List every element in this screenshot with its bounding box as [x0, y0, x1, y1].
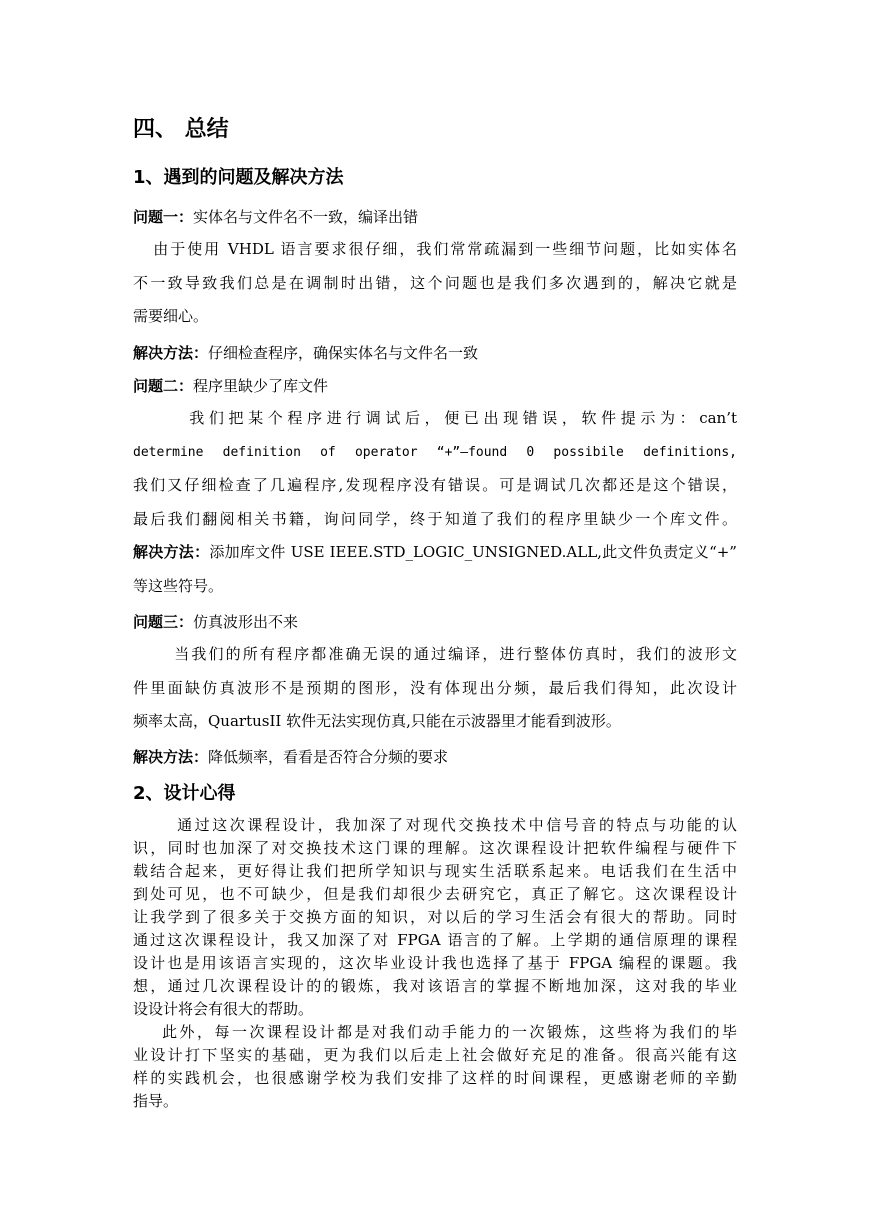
solution-2	[133, 536, 737, 603]
paragraph-line: 最后我们翻阅相关书籍，询问同学，终于知道了我们的程序里缺少一个库文件。	[133, 509, 737, 528]
reflection-paragraph-1	[133, 814, 737, 1021]
solution-2-text: 添加库文件 USE IEEE.STD_LOGIC_UNSIGNED.ALL,此文件负责定义“+”	[209, 543, 737, 561]
paragraph-line: 此外，每一次课程设计都是对我们动手能力的一次锻炼，这些将为我们的毕	[133, 1023, 737, 1041]
paragraph-line: 设计也是用该语言实现的，这次毕业设计我也选择了基于 FPGA 编程的课题。我	[133, 954, 737, 972]
paragraph-line: 载结合起来，更好得让我们把所学知识与现实生活联系起来。电话我们在生活中	[133, 862, 737, 880]
paragraph-line: 指导。	[133, 1092, 179, 1110]
problem-3-text: 仿真波形出不来	[193, 613, 299, 631]
paragraph-line: 通过这次课程设计，我又加深了对 FPGA 语言的了解。上学期的通信原理的课程	[133, 931, 737, 949]
solution-1-text: 仔细检查程序，确保实体名与文件名一致	[208, 344, 479, 362]
problem-2-paragraph	[133, 402, 737, 536]
section-title: 四、 总结	[133, 117, 229, 142]
paragraph-line: 频率太高，QuartusII 软件无法实现仿真,只能在示波器里才能看到波形。	[133, 712, 621, 730]
paragraph-line: 需要细心。	[133, 307, 209, 325]
paragraph-line: 不一致导致我们总是在调制时出错，这个问题也是我们多次遇到的，解决它就是	[133, 273, 737, 292]
paragraph-line: 到处可见，也不可缺少，但是我们却很少去研究它，真正了解它。这次课程设计	[133, 885, 737, 903]
paragraph-line: 我们把某个程序进行调试后，便已出现错误，软件提示为：can’t	[133, 409, 737, 427]
reflection-paragraph-2	[133, 1021, 737, 1113]
problem-3-label: 问题三：	[133, 613, 194, 631]
problem-1-text: 实体名与文件名不一致，编译出错	[193, 208, 419, 226]
paragraph-line: 想，通过几次课程设计的的锻炼，我对该语言的掌握不断地加深，这对我的毕业	[133, 977, 737, 995]
paragraph-line: 通过这次课程设计，我加深了对现代交换技术中信号音的特点与功能的认	[133, 816, 737, 834]
paragraph-line: 设设计将会有很大的帮助。	[133, 1000, 314, 1018]
solution-1	[133, 342, 478, 363]
paragraph-line: 让我学到了很多关于交换方面的知识，对以后的学习生活会有很大的帮助。同时	[133, 908, 737, 926]
paragraph-line: 样的实践机会，也很感谢学校为我们安排了这样的时间课程，更感谢老师的辛勤	[133, 1069, 737, 1087]
solution-3-text: 降低频率，看看是否符合分频的要求	[208, 748, 449, 766]
problem-2	[133, 375, 328, 396]
problem-1-paragraph	[133, 233, 737, 334]
subsection-title-problems: 1、遇到的问题及解决方法	[133, 167, 344, 188]
solution-3-label: 解决方法：	[133, 748, 209, 766]
paragraph-line: 件里面缺仿真波形不是预期的图形，没有体现出分频，最后我们得知，此次设计	[133, 678, 737, 697]
solution-2-line	[133, 536, 737, 570]
paragraph-line: 我们又仔细检查了几遍程序,发现程序没有错误。可是调试几次都还是这个错误，	[133, 476, 737, 494]
solution-3	[133, 746, 448, 767]
problem-3-paragraph	[133, 638, 737, 739]
problem-1-label: 问题一：	[133, 208, 194, 226]
subsection-title-reflection: 2、设计心得	[133, 783, 236, 804]
solution-1-label: 解决方法：	[133, 344, 209, 362]
problem-1	[133, 206, 418, 227]
paragraph-line: 当我们的所有程序都准确无误的通过编译，进行整体仿真时，我们的波形文	[133, 645, 737, 663]
problem-2-text: 程序里缺少了库文件	[193, 377, 329, 395]
paragraph-line: 由于使用 VHDL 语言要求很仔细，我们常常疏漏到一些细节问题，比如实体名	[133, 240, 737, 258]
problem-2-label: 问题二：	[133, 377, 194, 395]
paragraph-line: 识，同时也加深了对交换技术这门课的理解。这次课程设计把软件编程与硬件下	[133, 839, 737, 857]
paragraph-line: 业设计打下坚实的基础，更为我们以后走上社会做好充足的准备。很高兴能有这	[133, 1046, 737, 1064]
paragraph-line: determine definition of operator “+”—found 0 possibile definitions,	[133, 444, 737, 460]
solution-2-line-2: 等这些符号。	[133, 576, 224, 595]
solution-2-label: 解决方法：	[133, 543, 210, 561]
problem-3	[133, 611, 298, 632]
